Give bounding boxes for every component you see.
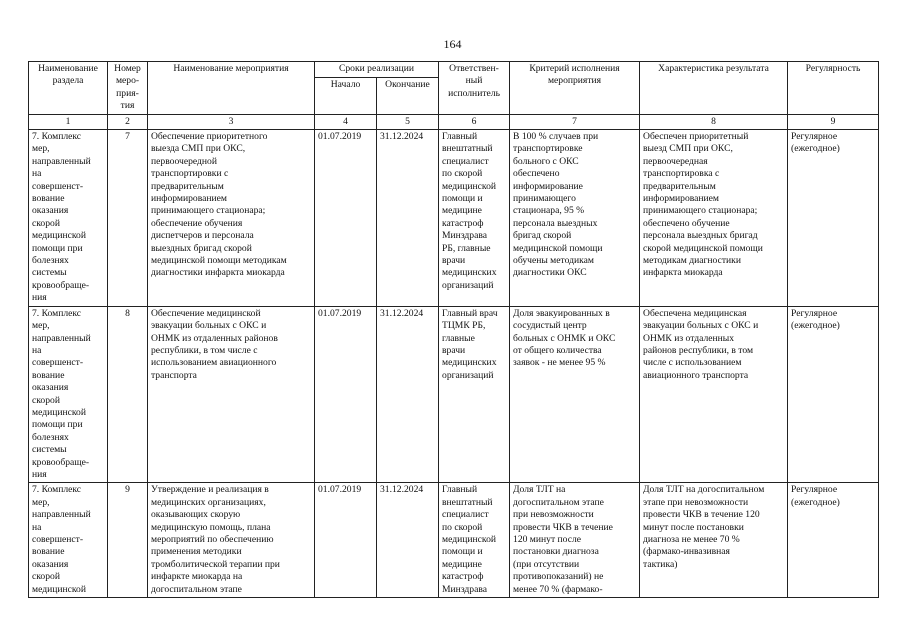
cell-number: 8 — [108, 306, 148, 483]
cell-criterion: Доля ТЛТ на догоспитальном этапе при невозможности провести ЧКВ в течение 120 минут после постановки диагноза (при отсутствии противопоказаний) не менее 70 % (фармако- — [510, 483, 640, 598]
cell-regularity: Регулярное (ежегодное) — [788, 130, 879, 307]
cell-number: 9 — [108, 483, 148, 598]
cell-measure: Обеспечение приоритетного выезда СМП при ОКС, первоочередной транспортировки с предварительным информированием принимающего стационара; обеспечение обучения диспетчеров и персонала выездных бригад скорой медицинской помощи методикам диагностики инфаркта миокарда — [148, 130, 315, 307]
cell-result: Обеспечен приоритетный выезд СМП при ОКС, первоочередная транспортировка с предварительным информированием принимающего стационара; обеспечено обучение персонала выездных бригад скорой медицинской помощи методикам диагностики инфаркта миокарда — [640, 130, 788, 307]
cell-section: 7. Комплекс мер, направленный на совершенст- вование оказания скорой медицинской помощи при болезнях системы кровообраще- ния — [29, 130, 108, 307]
cell-executor: Главный внештатный специалист по скорой медицинской помощи и медицине катастроф Минздрава РБ, главные врачи медицинских организаций — [439, 130, 510, 307]
column-number: 8 — [640, 115, 788, 130]
cell-section: 7. Комплекс мер, направленный на совершенст- вование оказания скорой медицинской — [29, 483, 108, 598]
page-number: 164 — [443, 37, 462, 51]
cell-result: Обеспечена медицинская эвакуации больных с ОКС и ОНМК из отдаленных районов республики, в том числе с использованием авиационного транспорта — [640, 306, 788, 483]
column-number: 4 — [315, 115, 377, 130]
cell-section: 7. Комплекс мер, направленный на совершенст- вование оказания скорой медицинской помощи при болезнях системы кровообраще- ния — [29, 306, 108, 483]
cell-regularity: Регулярное (ежегодное) — [788, 306, 879, 483]
cell-number: 7 — [108, 130, 148, 307]
header-result: Характеристика результата — [640, 62, 788, 115]
header-terms: Сроки реализации — [315, 62, 439, 78]
cell-measure: Обеспечение медицинской эвакуации больных с ОКС и ОНМК из отдаленных районов республики, в том числе с использованием авиационного транспорта — [148, 306, 315, 483]
cell-regularity: Регулярное (ежегодное) — [788, 483, 879, 598]
column-number: 7 — [510, 115, 640, 130]
header-start: Начало — [315, 78, 377, 115]
cell-measure: Утверждение и реализация в медицинских организациях, оказывающих скорую медицинскую помощь, плана мероприятий по обеспечению применения методики тромболитической терапии при инфаркте миокарда на догоспитальном этапе — [148, 483, 315, 598]
cell-end: 31.12.2024 — [377, 483, 439, 598]
header-row — [29, 62, 879, 78]
header-executor: Ответствен- ный исполнитель — [439, 62, 510, 115]
header-end: Окончание — [377, 78, 439, 115]
cell-result: Доля ТЛТ на догоспитальном этапе при невозможности провести ЧКВ в течение 120 минут после постановки диагноза не менее 70 % (фармако-инвазивная тактика) — [640, 483, 788, 598]
cell-executor: Главный внештатный специалист по скорой медицинской помощи и медицине катастроф Минздрава — [439, 483, 510, 598]
table-row — [29, 306, 879, 483]
header-regularity: Регулярность — [788, 62, 879, 115]
column-number: 3 — [148, 115, 315, 130]
column-number: 6 — [439, 115, 510, 130]
cell-end: 31.12.2024 — [377, 306, 439, 483]
header-section: Наименование раздела — [29, 62, 108, 115]
column-number: 2 — [108, 115, 148, 130]
cell-executor: Главный врач ТЦМК РБ, главные врачи медицинских организаций — [439, 306, 510, 483]
cell-criterion: В 100 % случаев при транспортировке больного с ОКС обеспечено информирование принимающего стационара, 95 % персонала выездных бригад скорой медицинской помощи обучены методикам диагностики ОКС — [510, 130, 640, 307]
table-row — [29, 130, 879, 307]
column-number: 9 — [788, 115, 879, 130]
table-row — [29, 483, 879, 598]
cell-criterion: Доля эвакуированных в сосудистый центр больных с ОНМК и ОКС от общего количества заявок - не менее 95 % — [510, 306, 640, 483]
cell-start: 01.07.2019 — [315, 130, 377, 307]
header-criterion: Критерий исполнения мероприятия — [510, 62, 640, 115]
measures-table — [28, 61, 879, 598]
cell-start: 01.07.2019 — [315, 306, 377, 483]
column-number: 5 — [377, 115, 439, 130]
header-number: Номер меро- прия- тия — [108, 62, 148, 115]
cell-start: 01.07.2019 — [315, 483, 377, 598]
column-numbers-row — [29, 115, 879, 130]
column-number: 1 — [29, 115, 108, 130]
cell-end: 31.12.2024 — [377, 130, 439, 307]
header-measure: Наименование мероприятия — [148, 62, 315, 115]
